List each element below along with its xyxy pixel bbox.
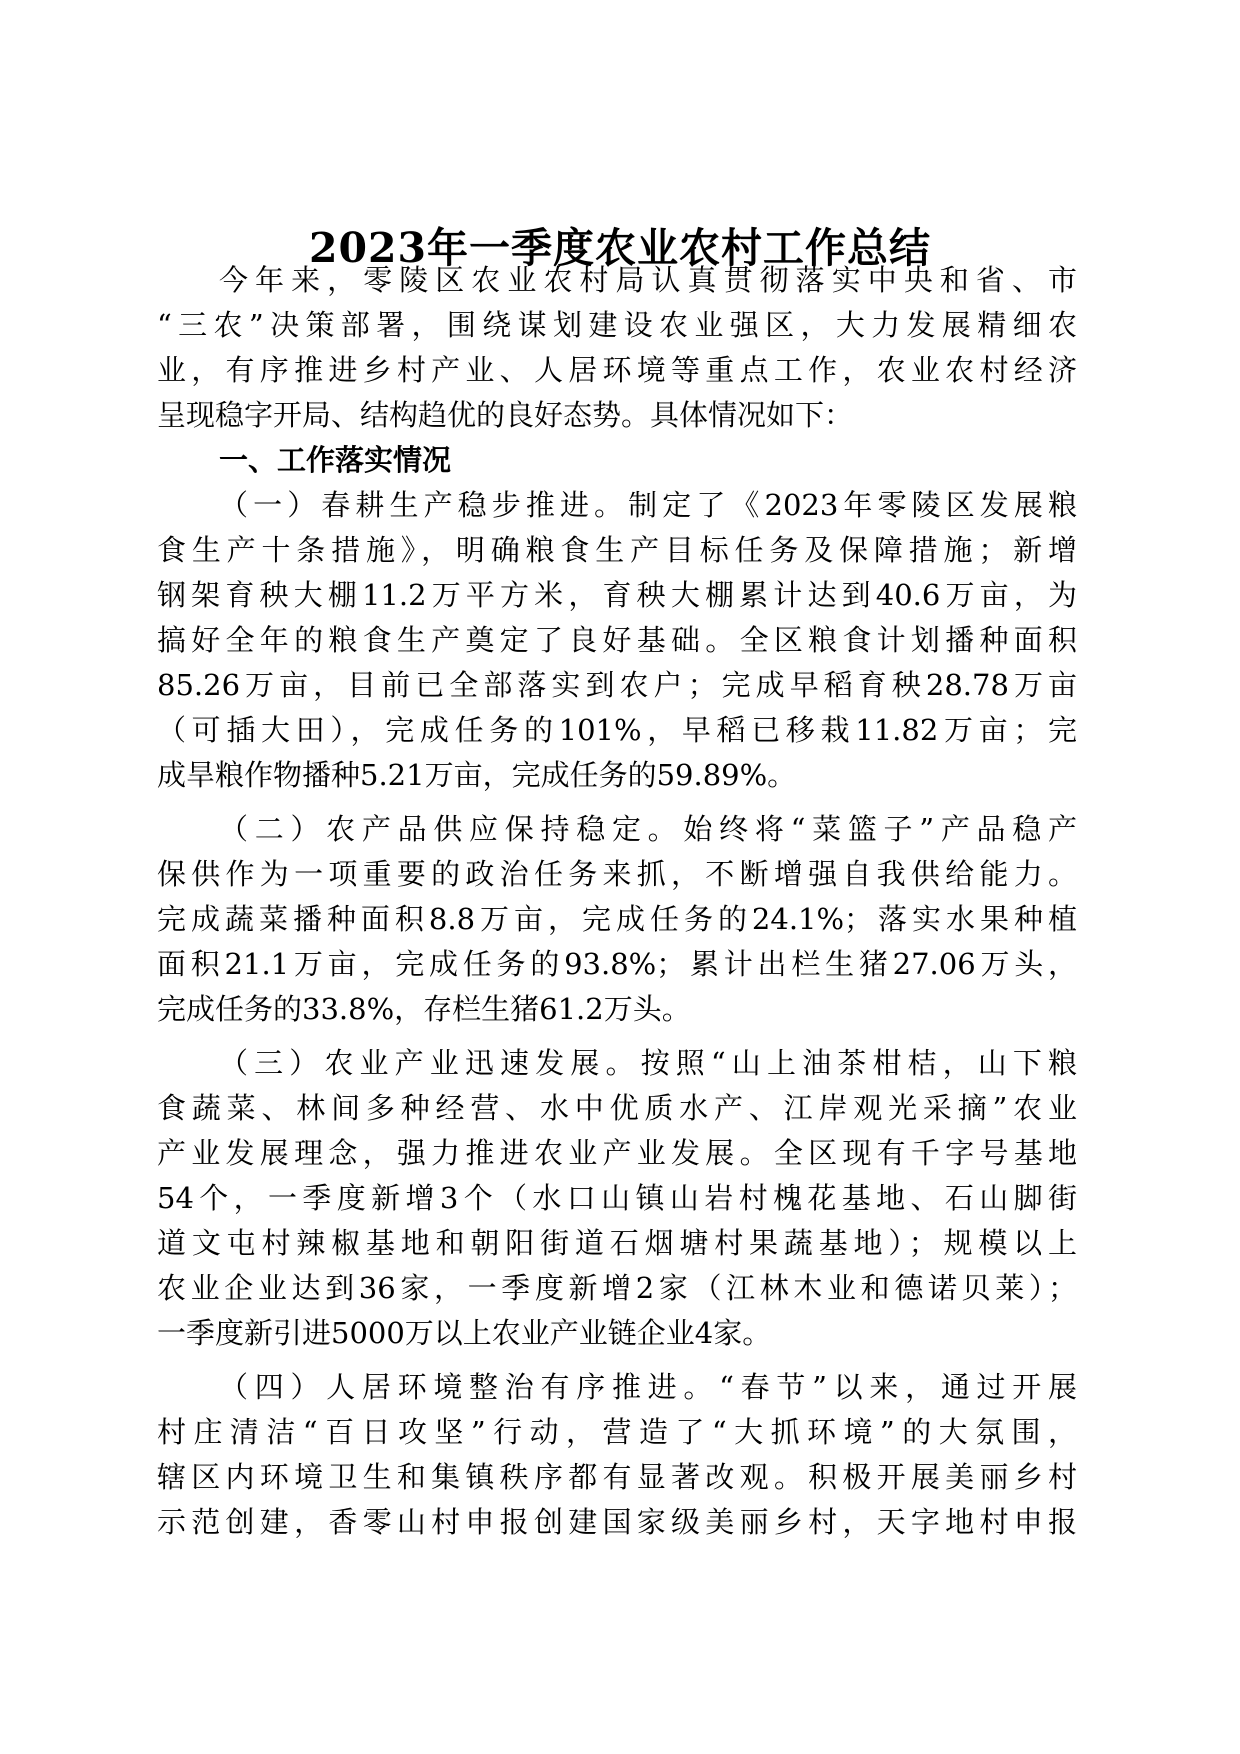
text-line: 辖区内环境卫生和集镇秩序都有显著改观。积极开展美丽乡村 — [157, 1460, 1077, 1494]
text-line: （一）春耕生产稳步推进。制定了《2023年零陵区发展粮 — [219, 488, 1077, 522]
paragraph-spring-farming — [157, 483, 1077, 798]
text-line: 保供作为一项重要的政治任务来抓，不断增强自我供给能力。 — [157, 857, 1077, 891]
paragraph-produce-supply — [157, 807, 1077, 1032]
text-line: 54个，一季度新增3个（水口山镇山岩村槐花基地、石山脚街 — [157, 1181, 1077, 1215]
text-line: 搞好全年的粮食生产奠定了良好基础。全区粮食计划播种面积 — [157, 623, 1077, 657]
text-line: 今年来，零陵区农业农村局认真贯彻落实中央和省、市 — [219, 263, 1077, 297]
text-line: （可插大田），完成任务的101%，早稻已移栽11.82万亩；完 — [157, 713, 1077, 747]
text-line: 85.26万亩，目前已全部落实到农户；完成早稻育秧28.78万亩 — [157, 668, 1077, 702]
paragraph-industry-development — [157, 1041, 1077, 1356]
text-line: 村庄清洁“百日攻坚”行动，营造了“大抓环境”的大氛围， — [157, 1415, 1077, 1449]
text-line: 完成任务的33.8%，存栏生猪61.2万头。 — [157, 992, 691, 1026]
intro-paragraph — [157, 258, 1077, 438]
text-line: 一季度新引进5000万以上农业产业链企业4家。 — [157, 1316, 772, 1350]
text-line: 食蔬菜、林间多种经营、水中优质水产、江岸观光采摘”农业 — [157, 1091, 1077, 1125]
text-line: 产业发展理念，强力推进农业产业发展。全区现有千字号基地 — [157, 1136, 1077, 1170]
text-line: 完成蔬菜播种面积8.8万亩，完成任务的24.1%；落实水果种植 — [157, 902, 1077, 936]
text-line: 示范创建，香零山村申报创建国家级美丽乡村，天字地村申报 — [157, 1505, 1077, 1539]
text-line: （二）农产品供应保持稳定。始终将“菜篮子”产品稳产 — [219, 812, 1077, 846]
paragraph-living-environment — [157, 1365, 1077, 1545]
document-body — [157, 258, 1077, 1545]
text-line: 业，有序推进乡村产业、人居环境等重点工作，农业农村经济 — [157, 353, 1077, 387]
text-line: 食生产十条措施》，明确粮食生产目标任务及保障措施；新增 — [157, 533, 1077, 567]
text-line: 农业企业达到36家，一季度新增2家（江林木业和德诺贝莱）； — [157, 1271, 1077, 1305]
text-line: （四）人居环境整治有序推进。“春节”以来，通过开展 — [219, 1370, 1077, 1404]
text-line: 面积21.1万亩，完成任务的93.8%；累计出栏生猪27.06万头， — [157, 947, 1077, 981]
section-heading: 一、工作落实情况 — [219, 443, 452, 477]
text-line: 钢架育秧大棚11.2万平方米，育秧大棚累计达到40.6万亩，为 — [157, 578, 1077, 612]
text-line: “三农”决策部署，围绕谋划建设农业强区，大力发展精细农 — [157, 308, 1077, 342]
text-line: （三）农业产业迅速发展。按照“山上油茶柑桔，山下粮 — [219, 1046, 1077, 1080]
text-line: 呈现稳字开局、结构趋优的良好态势。具体情况如下： — [157, 398, 854, 432]
text-line: 成旱粮作物播种5.21万亩，完成任务的59.89%。 — [157, 758, 797, 792]
document-title: 2023年一季度农业农村工作总结 — [308, 224, 932, 272]
text-line: 道文屯村辣椒基地和朝阳街道石烟塘村果蔬基地）；规模以上 — [157, 1226, 1077, 1260]
